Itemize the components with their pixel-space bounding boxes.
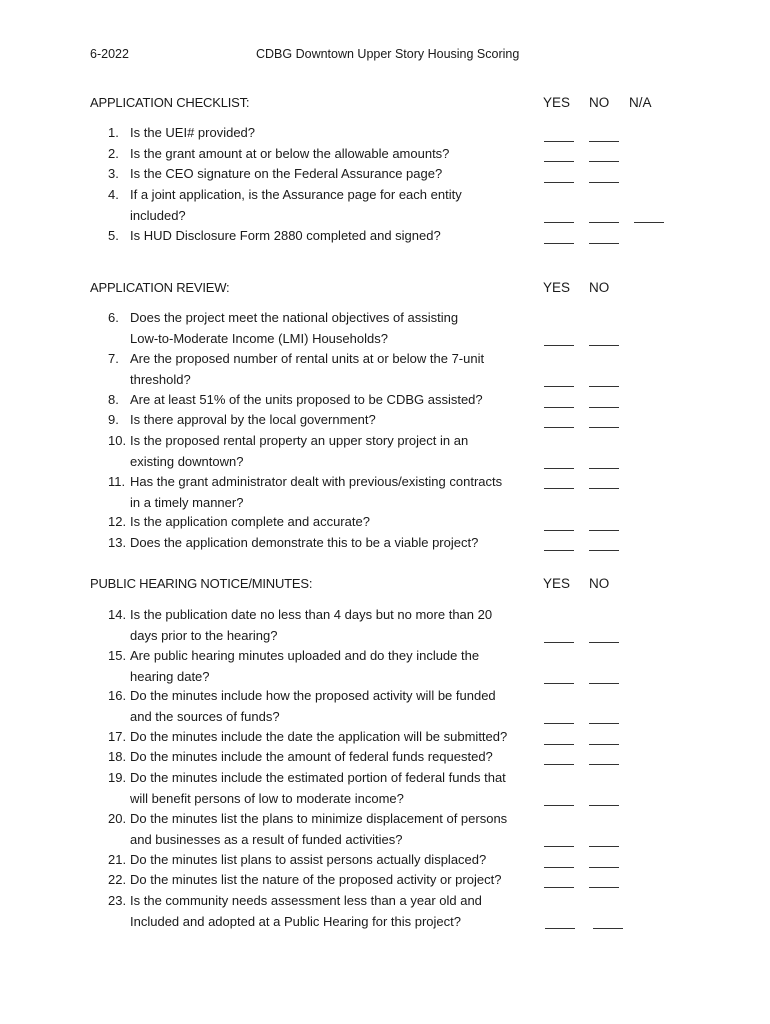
item-number: 3. [108,166,119,181]
item-number: 21. [108,852,127,867]
item-question: Is the proposed rental property an upper story project in an existing downtown? [130,433,469,469]
item-question: Are the proposed number of rental units at or below the 7-unit threshold? [130,351,485,387]
no-answer-blank[interactable] [589,427,619,428]
item-number: 12. [108,514,127,529]
item-number: 15. [108,648,127,663]
item-question: Is the publication date no less than 4 days but no more than 20 days prior to the hearing? [130,607,493,643]
no-answer-blank[interactable] [589,805,619,806]
no-answer-blank[interactable] [589,642,619,643]
item-question: Is the grant amount at or below the allowable amounts? [130,146,450,161]
yes-answer-blank[interactable] [544,805,574,806]
yes-answer-blank[interactable] [544,642,574,643]
yes-answer-blank[interactable] [544,683,574,684]
item-number: 23. [108,893,127,908]
item-question: Is HUD Disclosure Form 2880 completed and signed? [130,228,441,243]
no-answer-blank[interactable] [589,846,619,847]
item-number: 8. [108,392,119,407]
no-answer-blank[interactable] [589,222,619,223]
yes-answer-blank[interactable] [544,243,574,244]
item-question: Is the CEO signature on the Federal Assurance page? [130,166,443,181]
no-answer-blank[interactable] [589,867,619,868]
no-answer-blank[interactable] [589,744,619,745]
item-question: Do the minutes include the date the application will be submitted? [130,729,508,744]
no-answer-blank[interactable] [589,723,619,724]
item-question: Do the minutes list plans to assist persons actually displaced? [130,852,487,867]
item-number: 6. [108,310,119,325]
item-question: Do the minutes include the estimated portion of federal funds that will benefit persons of low to moderate income? [130,770,506,806]
page-header [90,47,700,65]
item-number: 2. [108,146,119,161]
item-question: Do the minutes include the amount of federal funds requested? [130,749,493,764]
item-question: Is there approval by the local government? [130,412,376,427]
no-answer-blank[interactable] [589,407,619,408]
no-answer-blank[interactable] [589,182,619,183]
item-question: Do the minutes include how the proposed activity will be funded and the sources of funds? [130,688,496,724]
no-answer-blank[interactable] [589,243,619,244]
checklist-na-header: N/A [629,95,652,110]
checklist-heading: APPLICATION CHECKLIST: [90,95,250,110]
item-number: 20. [108,811,127,826]
yes-answer-blank[interactable] [544,764,574,765]
hearing-heading: PUBLIC HEARING NOTICE/MINUTES: [90,576,313,591]
yes-answer-blank[interactable] [544,345,574,346]
yes-answer-blank[interactable] [544,182,574,183]
item-number: 7. [108,351,119,366]
no-answer-blank[interactable] [589,764,619,765]
na-answer-blank[interactable] [634,222,664,223]
item-question: Do the minutes list the plans to minimize displacement of persons and businesses as a result of funded activities? [130,811,508,847]
item-number: 1. [108,125,119,140]
review-yes-header: YES [543,280,571,295]
document-title: CDBG Downtown Upper Story Housing Scoring [256,47,520,61]
no-answer-blank[interactable] [589,386,619,387]
item-number: 4. [108,187,119,202]
review-no-header: NO [589,280,610,295]
item-number: 13. [108,535,127,550]
yes-answer-blank[interactable] [544,550,574,551]
yes-answer-blank[interactable] [544,141,574,142]
item-number: 18. [108,749,127,764]
checklist-yes-header: YES [543,95,571,110]
review-heading: APPLICATION REVIEW: [90,280,230,295]
item-question: If a joint application, is the Assurance page for each entity included? [130,187,462,223]
item-number: 11. [108,474,126,489]
yes-answer-blank[interactable] [544,867,574,868]
hearing-yes-header: YES [543,576,571,591]
item-number: 14. [108,607,127,622]
item-question: Are at least 51% of the units proposed to be CDBG assisted? [130,392,483,407]
yes-answer-blank[interactable] [545,928,575,929]
yes-answer-blank[interactable] [544,386,574,387]
item-number: 9. [108,412,119,427]
no-answer-blank[interactable] [593,928,623,929]
checklist-no-header: NO [589,95,610,110]
yes-answer-blank[interactable] [544,723,574,724]
item-number: 16. [108,688,127,703]
no-answer-blank[interactable] [589,468,619,469]
no-answer-blank[interactable] [589,530,619,531]
hearing-no-header: NO [589,576,610,591]
item-number: 5. [108,228,119,243]
yes-answer-blank[interactable] [544,427,574,428]
yes-answer-blank[interactable] [544,530,574,531]
item-number: 22. [108,872,127,887]
no-answer-blank[interactable] [589,550,619,551]
item-question: Has the grant administrator dealt with previous/existing contracts in a timely manner? [130,474,503,510]
yes-answer-blank[interactable] [544,407,574,408]
no-answer-blank[interactable] [589,488,619,489]
no-answer-blank[interactable] [589,161,619,162]
item-question: Is the UEI# provided? [130,125,256,140]
document-date: 6-2022 [90,47,129,61]
item-number: 17. [108,729,127,744]
yes-answer-blank[interactable] [544,846,574,847]
no-answer-blank[interactable] [589,345,619,346]
yes-answer-blank[interactable] [544,222,574,223]
no-answer-blank[interactable] [589,887,619,888]
item-question: Is the application complete and accurate? [130,514,370,529]
item-number: 19. [108,770,127,785]
yes-answer-blank[interactable] [544,468,574,469]
item-question: Is the community needs assessment less than a year old and Included and adopted at a Public Hearing for this project? [130,893,482,929]
item-question: Are public hearing minutes uploaded and do they include the hearing date? [130,648,480,684]
item-question: Does the project meet the national objectives of assisting Low-to-Moderate Income (LMI) Households? [130,310,459,346]
no-answer-blank[interactable] [589,141,619,142]
item-question: Does the application demonstrate this to be a viable project? [130,535,479,550]
item-question: Do the minutes list the nature of the proposed activity or project? [130,872,502,887]
item-number: 10. [108,433,127,448]
yes-answer-blank[interactable] [544,488,574,489]
yes-answer-blank[interactable] [544,161,574,162]
yes-answer-blank[interactable] [544,887,574,888]
yes-answer-blank[interactable] [544,744,574,745]
no-answer-blank[interactable] [589,683,619,684]
